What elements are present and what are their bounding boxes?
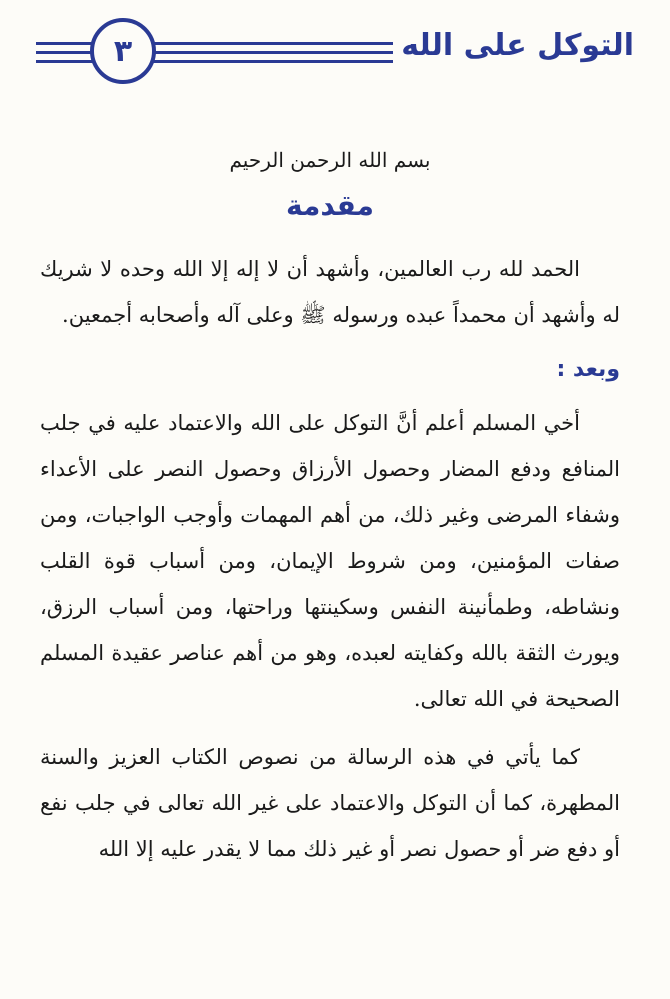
page-header xyxy=(36,18,634,90)
paragraph-intro: الحمد لله رب العالمين، وأشهد أن لا إله إلا الله وحده لا شريك له وأشهد أن محمداً عبده ورسوله ﷺ وعلى آله وأصحابه أجمعين. xyxy=(40,257,620,327)
section-heading: مقدمة xyxy=(286,189,374,222)
paragraph-continued: كما يأتي في هذه الرسالة من نصوص الكتاب العزيز والسنة المطهرة، كما أن التوكل والاعتماد على غير الله تعالى في جلب نفع أو دفع ضر أو حصول نصر أو غير ذلك مما لا يقدر عليه إلا الله xyxy=(40,745,620,861)
page-content xyxy=(40,140,620,884)
subheading: وبعد : xyxy=(556,357,620,382)
page-number: ٣ xyxy=(90,18,156,84)
book-title: التوكل على الله xyxy=(393,28,634,63)
paragraph-main: أخي المسلم أعلم أنَّ التوكل على الله والاعتماد عليه في جلب المنافع ودفع المضار وحصول الأرزاق وحصول النصر على الأعداء وشفاء المرضى وغير ذلك، من أهم المهمات وأوجب الواجبات، ومن صفات المؤمنين، ومن شروط الإيمان، ومن أسباب قوة القلب ونشاطه، وطمأنينة النفس وسكينتها وراحتها، ومن أسباب الرزق، ويورث الثقة بالله وكفايته لعبده، وهو من أهم عناصر عقيدة المسلم الصحيحة في الله تعالى. xyxy=(40,411,620,711)
basmala: بسم الله الرحمن الرحيم xyxy=(229,148,431,172)
